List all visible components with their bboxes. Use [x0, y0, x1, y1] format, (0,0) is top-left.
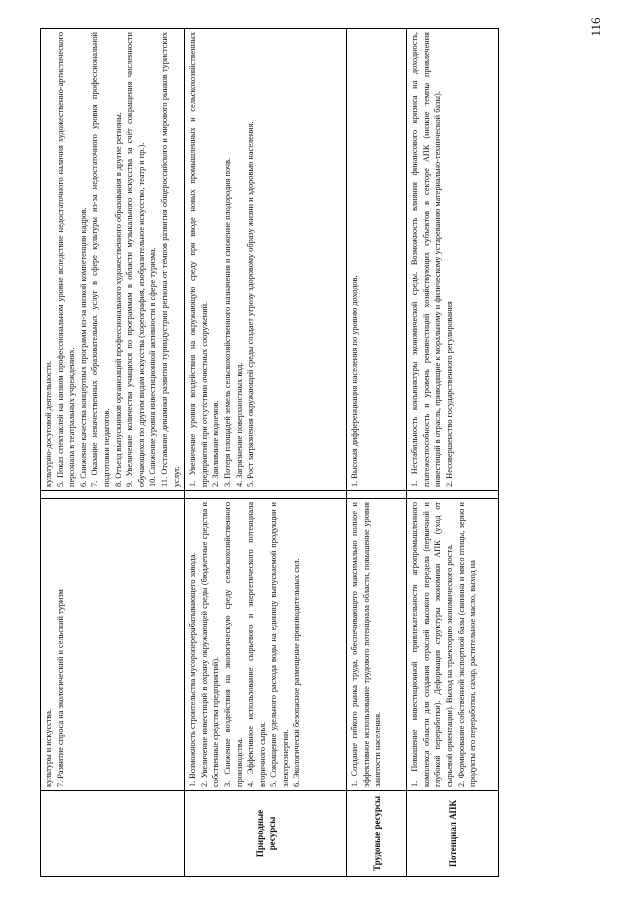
empty-cell [185, 491, 347, 499]
table-row [347, 29, 407, 877]
list-item: 4. Загрязнение поверхностных вод. [234, 362, 244, 487]
opportunities-cell [185, 499, 347, 791]
threats-cell [185, 29, 347, 491]
category-cell: Природные ресурсы [185, 791, 347, 877]
table-row [185, 29, 347, 877]
list-item: 6. Снижение качества концертных программ из-за низкой компетенции кадров. [78, 207, 88, 487]
list-item: 2. Формирование собственной экспортной базы (свинина и мясо птицы, зерно и продукты его переработки, сахар, растительное масло, выход на [456, 502, 478, 787]
list-item: 5. Показ спектаклей на низком профессиональном уровне вследствие недостаточного наличия художественно-артистического персонала в театральных учреждениях. [55, 32, 77, 487]
list-item: 9. Увеличение количества учащихся по программам в области музыкального искусства за счёт сокращения численности обучающихся по другим видам искусства (хореография, изобразительное искусство, театр и пр.). [125, 32, 146, 487]
table-row [407, 29, 499, 877]
list-item: культуры и искусства. [44, 708, 53, 787]
threats-cell [347, 29, 407, 491]
category-cell [41, 791, 185, 877]
category-cell: Потенциал АПК [407, 791, 499, 877]
list-item: 5. Сокращение удельного расхода воды на единицу выпускаемой продукции и электроэнергии. [269, 502, 290, 787]
list-item: 2. Заиливание водоемов. [211, 400, 221, 487]
empty-cell [407, 491, 499, 499]
list-item: 3. Снижение воздействия на экологическую среду сельскохозяйственного производства. [222, 502, 244, 787]
list-item: 1. Высокая дифференциация населения по уровню доходов. [350, 275, 360, 487]
list-item: 11. Отставание динамики развития туриндустрии региона от темпов развития общероссийского и мирового рынков туристских услуг. [159, 32, 181, 487]
threats-cell [41, 29, 185, 491]
list-item: 6. Экологически безопасное размещение производительных сил. [292, 558, 302, 787]
list-item: 4. Эффективное использование сырьевого и энергетического потенциала вторичного сырья. [246, 502, 267, 787]
opportunities-cell [41, 499, 185, 791]
category-cell: Трудовые ресурсы [347, 791, 407, 877]
table-row [41, 29, 185, 877]
threats-cell [407, 29, 499, 491]
list-item: 7. Оказание некачественных образовательных услуг в сфере культуры из-за недостаточного уровня профессиональной подготовки педагогов. [90, 32, 111, 487]
list-item: 5. Рост загрязнения окружающей среды создает угрозу здоровому образу жизни и здоровью населения. [246, 121, 256, 487]
opportunities-cell [347, 499, 407, 791]
list-item: 2. Увеличение инвестиций в охрану окружающей среды (бюджетные средства и собственные средства предприятий). [199, 502, 221, 787]
list-item: 1. Нестабильность конъюнктуры экономической среды. Возможность влияния финансового кризиса на доходность, платежеспособность и уровень реинвестиций хозяйствующих субъектов в секторе АПК (низкие темпы привлечения инвестиций в отрасль, приводящие к моральному и физическому устареванию материально-технической базы). [410, 32, 443, 487]
list-item: 2. Несовершенство государственного регулирования [444, 301, 454, 487]
opportunities-cell [407, 499, 499, 791]
list-item: 1. Возможность строительства мусороперерабатывающего завода. [188, 552, 198, 787]
list-item: 1. Создание гибкого рынка труда, обеспечивающего максимально полное и эффективное использование трудового потенциала области, повышение уровня занятости населения. [350, 502, 383, 787]
list-item: 1. Увеличение уровня воздействия на окружающую среду при вводе новых промышленных и сельскохозяйственных предприятий при отсутствии очистных сооружений. [188, 32, 209, 487]
list-item: культурно-досуговой деятельности. [44, 360, 53, 487]
page-number: 116 [588, 17, 603, 37]
empty-cell [347, 491, 407, 499]
list-item: 8. Отъезд выпускников организаций профессионального художественного образования в другие регионы. [113, 112, 123, 487]
list-item: 3. Потеря площадей земель сельскохозяйственного назначения и снижение плодородия почв. [222, 157, 232, 487]
swot-table [40, 28, 499, 877]
list-item: 10. Снижение уровня инвестиционной активности в сфере туризма. [148, 247, 158, 487]
list-item: 7. Развитие спроса на экологический и сельский туризм [55, 589, 65, 787]
empty-cell [41, 491, 185, 499]
list-item: 1. Повышение инвестиционной привлекательности агропромышленного комплекса области для создания отраслей высокого передела (первичной и глубокой переработки). Деформация структуры экономики АПК (уход от сырьевой ориентации). Выход на траекторию экономического роста. [410, 502, 454, 787]
